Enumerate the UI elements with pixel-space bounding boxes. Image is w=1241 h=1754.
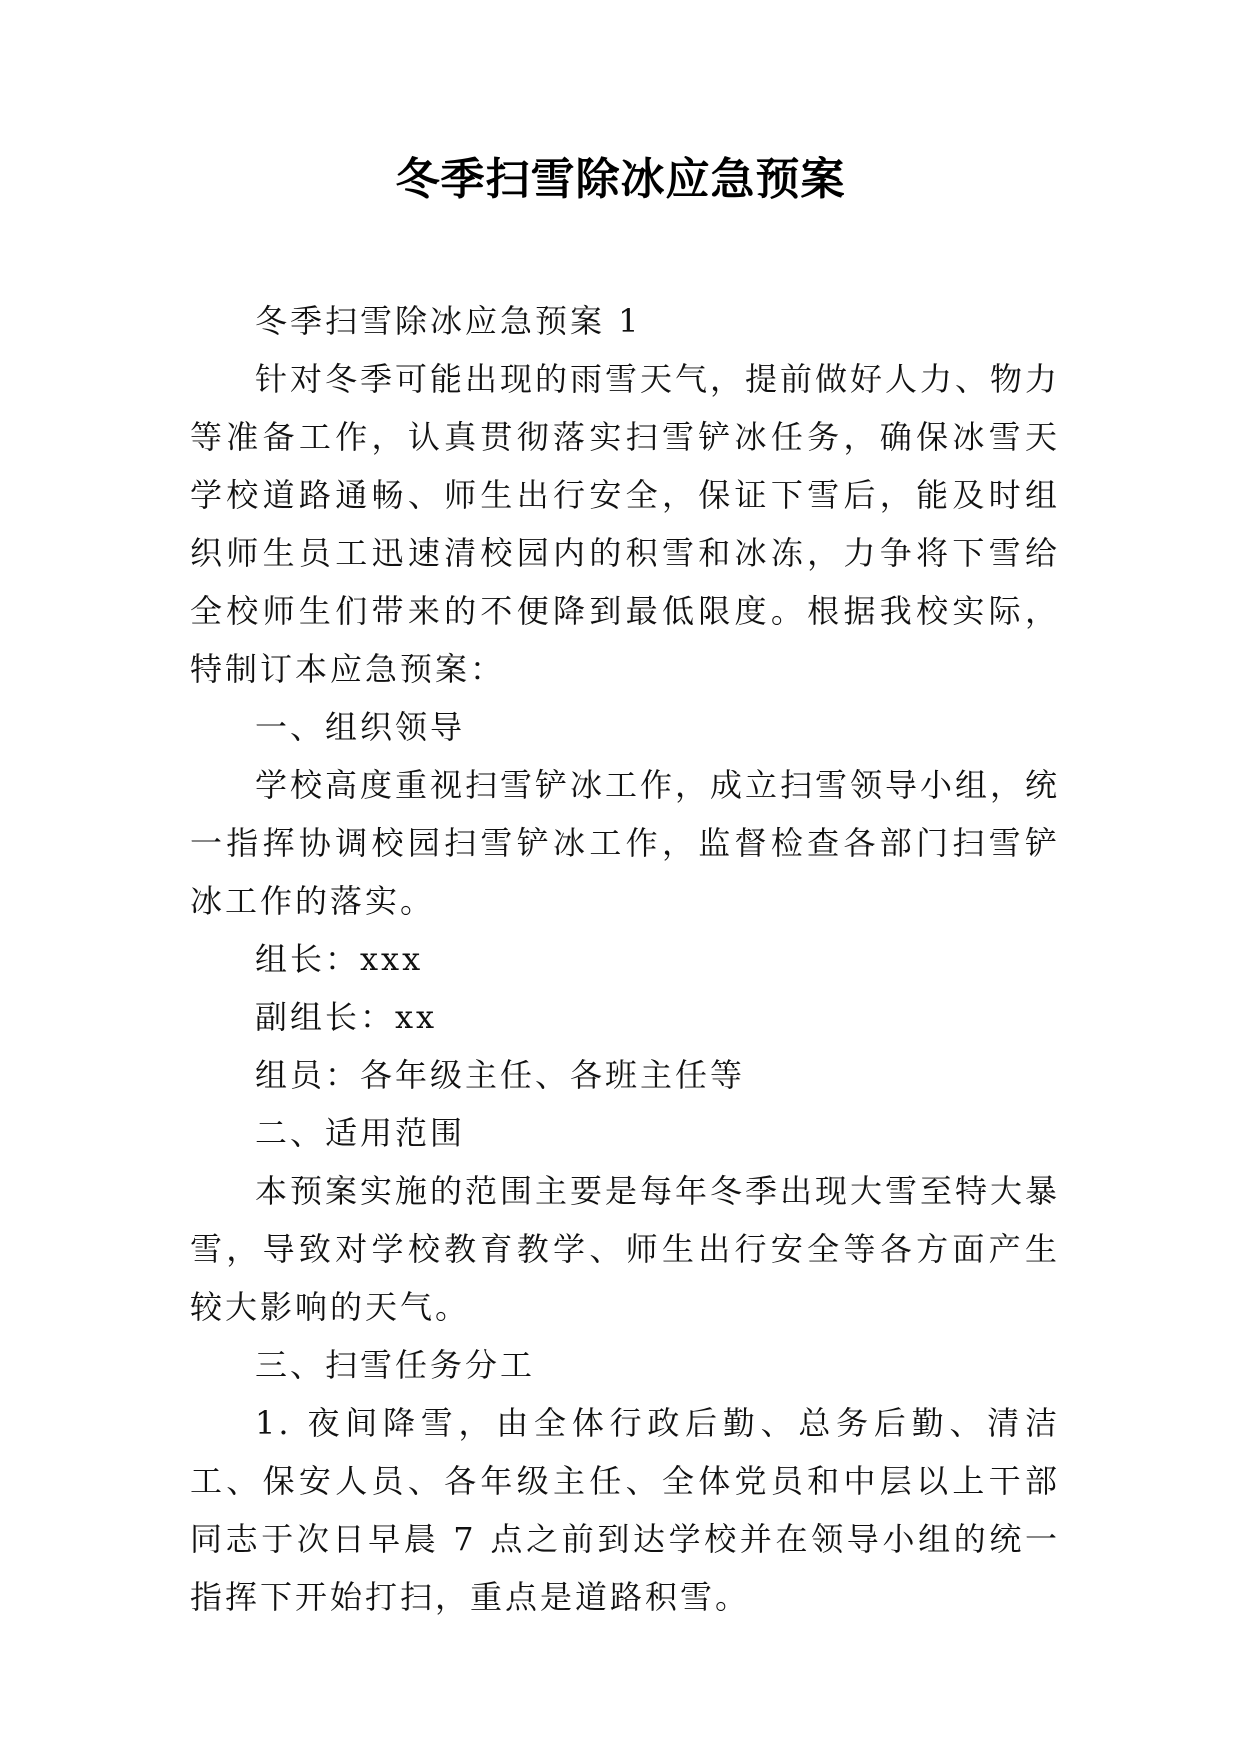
plan-subtitle: 冬季扫雪除冰应急预案 1 [255,302,642,340]
task-item-1: 1. 夜间降雪，由全体行政后勤、总务后勤、清洁工、保安人员、各年级主任、全体党员和中层以上干部同志于次日早晨 7 点之前到达学校并在领导小组的统一指挥下开始打扫，重点是道路积雪。 [190,1404,1060,1616]
section-heading-tasks: 三、扫雪任务分工 [255,1346,536,1384]
section-heading-organization: 一、组织领导 [255,708,466,746]
document-body [190,292,1060,1626]
scope-paragraph: 本预案实施的范围主要是每年冬季出现大雪至特大暴雪，导致对学校教育教学、师生出行安全等各方面产生较大影响的天气。 [190,1172,1061,1326]
document-title: 冬季扫雪除冰应急预案 [395,154,846,205]
members-line: 组员：各年级主任、各班主任等 [255,1056,746,1094]
deputy-leader-line: 副组长：xx [255,998,438,1036]
organization-paragraph: 学校高度重视扫雪铲冰工作，成立扫雪领导小组，统一指挥协调校园扫雪铲冰工作，监督检查各部门扫雪铲冰工作的落实。 [190,766,1061,920]
intro-paragraph: 针对冬季可能出现的雨雪天气，提前做好人力、物力等准备工作，认真贯彻落实扫雪铲冰任务，确保冰雪天学校道路通畅、师生出行安全，保证下雪后，能及时组织师生员工迅速清校园内的积雪和冰冻，力争将下雪给全校师生们带来的不便降到最低限度。根据我校实际，特制订本应急预案： [190,360,1061,688]
leader-line: 组长：xxx [255,940,424,978]
section-heading-scope: 二、适用范围 [255,1114,466,1152]
